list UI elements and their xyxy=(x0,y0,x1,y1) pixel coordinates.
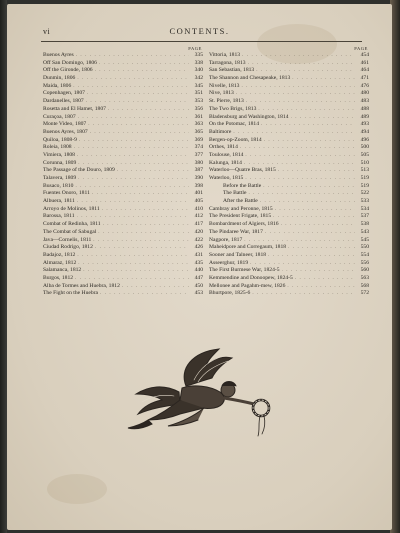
contents-entry xyxy=(209,144,369,152)
dot-leader xyxy=(281,221,355,229)
entry-title: Sooner and Talneer, 1818 xyxy=(209,251,267,258)
entry-title: Orthes, 1814 xyxy=(209,144,238,151)
entry-page: 356 xyxy=(194,105,203,112)
entry-page: 534 xyxy=(360,205,369,212)
entry-page: 431 xyxy=(194,251,203,258)
dot-leader xyxy=(295,275,355,283)
entry-title: Buenos Ayres, 1807 xyxy=(43,128,88,135)
entry-page: 353 xyxy=(194,98,203,105)
dot-leader xyxy=(261,121,355,129)
dot-leader xyxy=(108,106,189,114)
entry-page: 369 xyxy=(194,136,203,143)
dot-leader xyxy=(79,137,189,145)
contents-entry xyxy=(43,206,203,214)
entry-page: 387 xyxy=(194,167,203,174)
entry-page: 417 xyxy=(194,221,203,228)
entry-page: 537 xyxy=(360,213,369,220)
entry-page: 533 xyxy=(360,198,369,205)
dot-leader xyxy=(77,152,189,160)
entry-page: 483 xyxy=(360,98,369,105)
entry-title: Asseerghur, 1819 xyxy=(209,259,249,266)
dot-leader xyxy=(87,90,189,98)
entry-page: 410 xyxy=(194,205,203,212)
scan-edge-left xyxy=(0,0,7,533)
contents-entry xyxy=(43,114,203,122)
contents-entry xyxy=(43,121,203,129)
entry-page: 422 xyxy=(194,236,203,243)
entry-title: Kemmendine and Donoopew, 1824-5 xyxy=(209,274,293,281)
entry-page: 519 xyxy=(360,182,369,189)
entry-page: 345 xyxy=(194,82,203,89)
entry-title: Monte Video, 1807 xyxy=(43,121,87,128)
dot-leader xyxy=(245,152,355,160)
contents-entry xyxy=(43,229,203,237)
contents-entry xyxy=(43,221,203,229)
entry-title: Java—Cornelis, 1811 xyxy=(43,236,92,243)
contents-entry xyxy=(43,167,203,175)
entry-title: Fuentes Onoro, 1811 xyxy=(43,190,90,197)
entry-title: Talavera, 1809 xyxy=(43,175,77,181)
contents-entry xyxy=(209,114,369,122)
contents-entry xyxy=(43,260,203,268)
entry-title: Corunna, 1809 xyxy=(43,159,77,166)
dot-leader xyxy=(287,283,355,291)
dot-leader xyxy=(273,213,355,221)
entry-page: 390 xyxy=(194,175,203,181)
entry-page: 496 xyxy=(360,136,369,143)
entry-page: 493 xyxy=(360,121,369,128)
dot-leader xyxy=(256,67,355,75)
contents-entry xyxy=(209,290,369,298)
entry-title: Badajoz, 1812 xyxy=(43,251,76,258)
contents-entry xyxy=(43,106,203,114)
entry-page: 338 xyxy=(194,59,203,66)
dot-leader xyxy=(265,229,355,237)
entry-page: 435 xyxy=(194,259,203,266)
contents-entry xyxy=(209,52,369,60)
dot-leader xyxy=(95,244,189,252)
entry-page: 538 xyxy=(360,221,369,228)
entry-title: The Pindaree War, 1817 xyxy=(209,228,263,235)
entry-page: 480 xyxy=(360,90,369,97)
contents-entry xyxy=(43,52,203,60)
page-column-label: PAGE xyxy=(188,46,202,51)
dot-leader xyxy=(99,60,189,68)
dot-leader xyxy=(77,75,189,83)
entry-page: 500 xyxy=(360,144,369,151)
contents-entry xyxy=(209,67,369,75)
dot-leader xyxy=(122,283,189,291)
entry-title: San Sebastian, 1813 xyxy=(209,67,255,74)
contents-entry xyxy=(209,206,369,214)
entry-page: 519 xyxy=(360,175,369,181)
dot-leader xyxy=(103,221,189,229)
contents-entry xyxy=(209,160,369,168)
entry-page: 461 xyxy=(360,59,369,66)
entry-title: Nagpore, 1817 xyxy=(209,236,243,243)
entry-title: Bergen-op-Zoom, 1814 xyxy=(209,136,262,143)
entry-page: 543 xyxy=(360,228,369,235)
contents-entry xyxy=(43,152,203,160)
entry-title: Off the Gironde, 1806 xyxy=(43,67,93,74)
entry-title: Curaçoa, 1807 xyxy=(43,113,76,120)
contents-entry xyxy=(43,67,203,75)
entry-title: Ciudad Rodrigo, 1812 xyxy=(43,244,93,251)
entry-title: On the Potomac, 1814 xyxy=(209,121,260,128)
contents-entry xyxy=(43,244,203,252)
dot-leader xyxy=(275,206,355,214)
contents-entry xyxy=(43,175,203,183)
contents-entry xyxy=(209,129,369,137)
dot-leader xyxy=(250,260,355,268)
contents-entry xyxy=(209,283,369,291)
contents-entry xyxy=(43,90,203,98)
entry-page: 450 xyxy=(194,282,203,289)
entry-title: Combat of Redinha, 1811 xyxy=(43,221,101,228)
dot-leader xyxy=(292,75,355,83)
contents-entry xyxy=(43,137,203,145)
entry-title: Mellonee and Pagahm-mew, 1826 xyxy=(209,282,286,289)
contents-entry xyxy=(209,75,369,83)
entry-page: 401 xyxy=(194,190,203,197)
entry-page: 522 xyxy=(360,190,369,197)
contents-entry xyxy=(209,267,369,275)
dot-leader xyxy=(78,260,189,268)
entry-page: 335 xyxy=(194,52,203,58)
entry-page: 440 xyxy=(194,267,203,274)
dot-leader xyxy=(288,244,355,252)
dot-leader xyxy=(75,183,189,191)
paper-stain xyxy=(47,474,107,504)
contents-entry xyxy=(209,252,369,260)
entry-page: 464 xyxy=(360,67,369,74)
contents-entry xyxy=(43,83,203,91)
entry-page: 405 xyxy=(194,198,203,205)
header-rule xyxy=(41,41,362,42)
dot-leader xyxy=(102,206,189,214)
book-page xyxy=(7,4,392,530)
dot-leader xyxy=(245,175,355,183)
entry-title: Toulouse, 1814 xyxy=(209,151,244,158)
entry-title: Roleia, 1808 xyxy=(43,144,72,151)
contents-entry xyxy=(43,252,203,260)
dot-leader xyxy=(291,114,355,122)
entry-title: The Two Brigs, 1813 xyxy=(209,105,257,112)
dot-leader xyxy=(268,252,355,260)
entry-title: Dardanelles, 1807 xyxy=(43,98,84,105)
entry-page: 426 xyxy=(194,244,203,251)
contents-entry xyxy=(43,213,203,221)
entry-page: 361 xyxy=(194,113,203,120)
contents-entry xyxy=(43,198,203,206)
dot-leader xyxy=(263,183,355,191)
entry-title: Almaraz, 1812 xyxy=(43,259,77,266)
dot-leader xyxy=(93,237,189,245)
entry-page: 476 xyxy=(360,82,369,89)
dot-leader xyxy=(260,198,355,206)
contents-entry xyxy=(209,237,369,245)
contents-entry xyxy=(43,290,203,298)
dot-leader xyxy=(77,252,189,260)
dot-leader xyxy=(100,290,189,298)
entry-page: 505 xyxy=(360,151,369,158)
entry-title: Albuera, 1811 xyxy=(43,198,75,205)
entry-page: 510 xyxy=(360,159,369,166)
entry-title: Bhurtpore, 1825-6 xyxy=(209,290,251,297)
dot-leader xyxy=(240,144,355,152)
entry-title: The Passage of the Douro, 1809 xyxy=(43,167,115,174)
entry-title: Waterloo, 1815 xyxy=(209,175,244,181)
entry-title: Tarragona, 1813 xyxy=(209,59,246,66)
contents-entry xyxy=(209,98,369,106)
dot-leader xyxy=(83,267,189,275)
contents-entry xyxy=(43,129,203,137)
entry-title: Off San Domingo, 1806 xyxy=(43,59,97,66)
entry-page: 377 xyxy=(194,151,203,158)
contents-entry xyxy=(209,83,369,91)
entry-title: Arroyo de Molinos, 1811 xyxy=(43,205,100,212)
contents-entry xyxy=(209,121,369,129)
entry-page: 563 xyxy=(360,274,369,281)
dot-leader xyxy=(244,160,355,168)
contents-entry xyxy=(43,75,203,83)
page-number: vi xyxy=(43,27,51,36)
dot-leader xyxy=(258,106,355,114)
entry-page: 556 xyxy=(360,259,369,266)
entry-title: Copenhagen, 1807 xyxy=(43,90,85,97)
entry-title: Bombardment of Algiers, 1816 xyxy=(209,221,279,228)
dot-leader xyxy=(77,198,189,206)
entry-page: 560 xyxy=(360,267,369,274)
entry-title: Bladensburg and Washington, 1814 xyxy=(209,113,289,120)
entry-page: 489 xyxy=(360,113,369,120)
entry-title: Baltimore xyxy=(209,128,232,135)
dot-leader xyxy=(233,129,355,137)
entry-page: 454 xyxy=(360,52,369,58)
entry-title: Vittoria, 1813 xyxy=(209,52,241,58)
dot-leader xyxy=(74,144,189,152)
dot-leader xyxy=(252,290,355,298)
entry-page: 363 xyxy=(194,121,203,128)
entry-page: 488 xyxy=(360,105,369,112)
dot-leader xyxy=(246,98,355,106)
entry-title: The Fight on the Huebra xyxy=(43,290,98,297)
entry-page: 374 xyxy=(194,144,203,151)
contents-entry xyxy=(43,267,203,275)
entry-page: 420 xyxy=(194,228,203,235)
entry-title: After the Battle xyxy=(223,198,258,205)
entry-page: 572 xyxy=(360,290,369,297)
entry-title: Salamanca, 1812 xyxy=(43,267,82,274)
entry-page: 342 xyxy=(194,75,203,82)
contents-entry xyxy=(43,144,203,152)
entry-title: The President Frigate, 1815 xyxy=(209,213,272,220)
dot-leader xyxy=(90,129,189,137)
entry-page: 494 xyxy=(360,128,369,135)
contents-entry xyxy=(209,198,369,206)
contents-entry xyxy=(209,213,369,221)
entry-title: Before the Battle xyxy=(223,182,262,189)
entry-title: The Combat of Sabugal xyxy=(43,228,97,235)
dot-leader xyxy=(278,167,355,175)
entry-title: Vimiera, 1808 xyxy=(43,151,75,158)
entry-title: Nivelle, 1813 xyxy=(209,82,240,89)
contents-entry xyxy=(43,190,203,198)
entry-title: Buenos Ayres xyxy=(43,52,74,58)
winged-figure-vignette xyxy=(124,344,284,439)
entry-page: 513 xyxy=(360,167,369,174)
entry-title: The Shannon and Chesapeake, 1813 xyxy=(209,75,291,82)
entry-title: Nive, 1813 xyxy=(209,90,234,97)
contents-entry xyxy=(209,190,369,198)
dot-leader xyxy=(86,98,189,106)
dot-leader xyxy=(264,137,355,145)
entry-title: Maida, 1806 xyxy=(43,82,72,89)
contents-column-left xyxy=(43,45,203,298)
running-title: CONTENTS. xyxy=(169,26,230,36)
dot-leader xyxy=(242,52,355,60)
entry-page: 471 xyxy=(360,75,369,82)
entry-title: Alba de Tormes and Huebra, 1812 xyxy=(43,282,120,289)
contents-entry xyxy=(43,283,203,291)
dot-leader xyxy=(98,229,189,237)
contents-entry xyxy=(43,275,203,283)
contents-entry xyxy=(209,167,369,175)
entry-page: 568 xyxy=(360,282,369,289)
dot-leader xyxy=(92,190,189,198)
dot-leader xyxy=(76,52,189,60)
dot-leader xyxy=(95,67,189,75)
contents-entry xyxy=(43,183,203,191)
page-header xyxy=(7,26,392,40)
contents-entry xyxy=(43,237,203,245)
entry-page: 550 xyxy=(360,244,369,251)
entry-page: 351 xyxy=(194,90,203,97)
dot-leader xyxy=(244,237,355,245)
entry-page: 365 xyxy=(194,128,203,135)
entry-title: Quiloa, 1808-9 xyxy=(43,136,77,143)
contents-entry xyxy=(43,98,203,106)
entry-title: The Battle xyxy=(223,190,247,197)
entry-title: Burgos, 1812 xyxy=(43,274,74,281)
dot-leader xyxy=(241,83,355,91)
contents-entry xyxy=(209,244,369,252)
entry-title: Waterloo—Quatre Bras, 1815 xyxy=(209,167,276,174)
dot-leader xyxy=(117,167,189,175)
contents-entry xyxy=(209,175,369,183)
entry-page: 412 xyxy=(194,213,203,220)
dot-leader xyxy=(248,60,355,68)
entry-page: 554 xyxy=(360,251,369,258)
page-column-label: PAGE xyxy=(354,46,368,51)
contents-entry xyxy=(209,106,369,114)
entry-page: 545 xyxy=(360,236,369,243)
entry-page: 447 xyxy=(194,274,203,281)
dot-leader xyxy=(88,121,189,129)
entry-title: Dunmin, 1806 xyxy=(43,75,76,82)
dot-leader xyxy=(78,175,189,183)
entry-page: 380 xyxy=(194,159,203,166)
contents-entry xyxy=(209,183,369,191)
contents-entry xyxy=(209,152,369,160)
entry-title: Barossa, 1811 xyxy=(43,213,75,220)
entry-page: 398 xyxy=(194,182,203,189)
contents-column-right xyxy=(209,45,369,298)
dot-leader xyxy=(75,275,189,283)
dot-leader xyxy=(78,114,189,122)
contents-entry xyxy=(209,90,369,98)
contents-entry xyxy=(209,137,369,145)
entry-page: 453 xyxy=(194,290,203,297)
contents-entry xyxy=(209,221,369,229)
entry-page: 340 xyxy=(194,67,203,74)
contents-entry xyxy=(209,229,369,237)
dot-leader xyxy=(236,90,355,98)
contents-entry xyxy=(209,260,369,268)
dot-leader xyxy=(77,213,190,221)
entry-title: The First Burmese War, 1824-5 xyxy=(209,267,280,274)
contents-entry xyxy=(209,60,369,68)
entry-title: Busaco, 1810 xyxy=(43,182,74,189)
entry-title: Rosetta and El Hamet, 1807 xyxy=(43,105,106,112)
dot-leader xyxy=(282,267,355,275)
entry-title: St. Pierre, 1813 xyxy=(209,98,244,105)
entry-title: Maheidpore and Corregaum, 1818 xyxy=(209,244,287,251)
entry-title: Kalunga, 1814 xyxy=(209,159,242,166)
dot-leader xyxy=(73,83,189,91)
dot-leader xyxy=(248,190,355,198)
entry-title: Cambray and Peronne, 1815 xyxy=(209,205,273,212)
contents-entry xyxy=(209,275,369,283)
